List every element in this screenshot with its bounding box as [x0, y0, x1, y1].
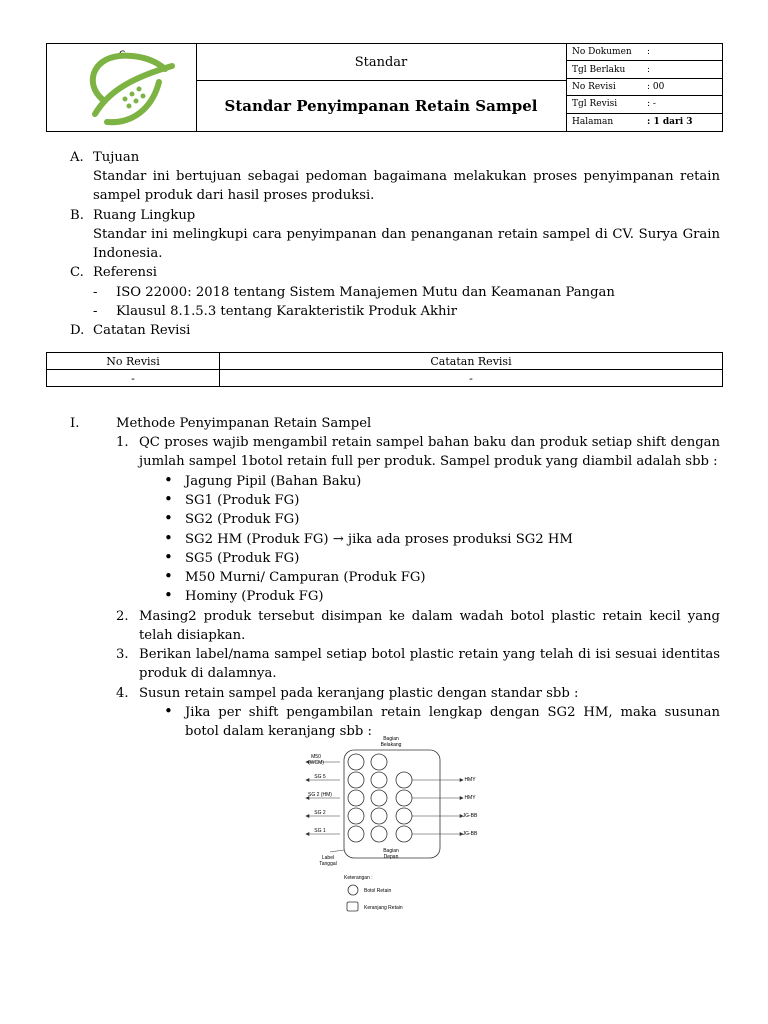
section-c-title: Referensi	[93, 265, 158, 280]
meta-key: No Revisi	[572, 81, 616, 92]
section-a-marker: A.	[70, 150, 84, 165]
bottle	[371, 772, 387, 788]
table-cell: -	[220, 370, 723, 387]
label-tanggal: Tanggal	[319, 861, 337, 867]
bottle	[396, 826, 412, 842]
section-a-title: Tujuan	[93, 150, 140, 165]
section-c-marker: C.	[70, 265, 84, 280]
list-item: • SG1 (Produk FG)	[162, 491, 720, 510]
label-tanggal: Label	[321, 855, 335, 861]
bottle	[396, 808, 412, 824]
list-item: • SG5 (Produk FG)	[162, 549, 720, 568]
table-header: Catatan Revisi	[220, 353, 723, 370]
list-item: • Hominy (Produk FG)	[162, 587, 720, 606]
bottle	[348, 754, 364, 770]
list-item: • SG2 (Produk FG)	[162, 510, 720, 529]
step-number: 4.	[116, 686, 129, 701]
document-category: Standar	[196, 44, 566, 81]
bottle-grid	[348, 754, 412, 842]
meta-key: Tgl Berlaku	[572, 64, 626, 75]
reference-item: ISO 22000: 2018 tentang Sistem Manajemen Mutu dan Keamanan Pangan	[116, 285, 615, 300]
bottle	[371, 826, 387, 842]
basket-arrangement-diagram	[300, 734, 500, 916]
legend-item: Keranjang Retain	[364, 905, 403, 911]
bottle	[371, 808, 387, 824]
meta-row	[567, 114, 723, 131]
step-number: 1.	[116, 435, 129, 450]
row-label-right: JG-BB	[462, 831, 478, 837]
meta-key: No Dokumen	[572, 47, 632, 58]
bottle	[348, 826, 364, 842]
meta-value: : 00	[647, 81, 665, 92]
meta-value: : 1 dari 3	[647, 117, 693, 128]
meta-value: :	[647, 47, 651, 58]
row-label-left: (WCM)	[308, 760, 324, 766]
bottle	[396, 772, 412, 788]
step-text: Susun retain sampel pada keranjang plastic dengan standar sbb :	[139, 686, 579, 701]
diagram-bottom-label: Depan	[383, 854, 399, 860]
step-text: QC proses wajib mengambil retain sampel bahan baku dan produk setiap shift dengan jumlah sampel 1botol retain full per produk. Sampel produk yang diambil adalah sbb :	[139, 435, 720, 470]
meta-row	[567, 96, 723, 113]
bottle	[371, 754, 387, 770]
row-label-left: M50	[311, 754, 321, 760]
list-item: • Jika per shift pengambilan retain lengkap dengan SG2 HM, maka susunan botol dalam keranjang sbb :	[162, 703, 720, 741]
meta-value: : -	[647, 99, 656, 110]
section-d-marker: D.	[70, 323, 85, 338]
step-number: 2.	[116, 609, 129, 624]
legend-item: Botol Retain	[364, 888, 392, 894]
company-logo	[47, 44, 196, 131]
logo-cell	[47, 44, 197, 131]
row-label-right: JG-BB	[462, 813, 478, 819]
meta-key: Tgl Revisi	[572, 99, 618, 110]
meta-value: :	[647, 64, 651, 75]
list-item: • Jagung Pipil (Bahan Baku)	[162, 472, 720, 491]
diagram-top-label: Bagian	[383, 736, 399, 742]
meta-key: Halaman	[572, 117, 614, 128]
bottle	[396, 790, 412, 806]
row-label-left: SG 2 (HM)	[308, 792, 332, 798]
meta-row	[567, 61, 723, 78]
document-header	[46, 43, 723, 132]
document-title: Standar Penyimpanan Retain Sampel	[224, 96, 538, 115]
method-marker: I.	[70, 416, 80, 431]
section-b-marker: B.	[70, 208, 84, 223]
table-header-row	[47, 353, 723, 370]
bottle	[348, 772, 364, 788]
reference-dash: -	[93, 304, 98, 319]
revision-table	[46, 352, 723, 387]
bottle	[348, 790, 364, 806]
row-label-right: HMY	[464, 777, 476, 783]
section-a-text: Standar ini bertujuan sebagai pedoman bagaimana melakukan proses penyimpanan retain sampel produk dari hasil proses produksi.	[93, 169, 720, 204]
reference-item: Klausul 8.1.5.3 tentang Karakteristik Produk Akhir	[116, 304, 458, 319]
diagram-bottom-label: Bagian	[383, 848, 399, 854]
bottle	[348, 808, 364, 824]
logo-letter: C	[119, 50, 126, 60]
row-label-right: HMY	[464, 795, 476, 801]
row-arrows	[306, 761, 463, 836]
method-title: Methode Penyimpanan Retain Sampel	[116, 416, 372, 431]
step-text: Masing2 produk tersebut disimpan ke dalam wadah botol plastic retain kecil yang telah disiapkan.	[139, 609, 720, 644]
table-cell: -	[47, 370, 220, 387]
sample-list	[162, 472, 720, 606]
section-b-title: Ruang Lingkup	[93, 208, 196, 223]
row-label-left: SG 5	[314, 774, 326, 780]
meta-row	[567, 44, 723, 61]
row-label-left: SG 1	[314, 828, 326, 834]
step-text: Berikan label/nama sampel setiap botol plastic retain yang telah di isi sesuai identitas produk di dalamnya.	[139, 647, 720, 682]
list-item: • M50 Murni/ Campuran (Produk FG)	[162, 568, 720, 587]
section-b-text: Standar ini melingkupi cara penyimpanan dan penanganan retain sampel di CV. Surya Grain Indonesia.	[93, 227, 720, 262]
diagram-top-label: Belakang	[380, 742, 402, 748]
legend-title: Keterangan :	[344, 875, 373, 881]
section-d-title: Catatan Revisi	[93, 323, 191, 338]
legend-basket-symbol	[347, 902, 358, 911]
step-number: 3.	[116, 647, 129, 662]
row-label-left: SG 2	[314, 810, 326, 816]
bottle	[371, 790, 387, 806]
list-item: • SG2 HM (Produk FG) → jika ada proses produksi SG2 HM	[162, 530, 720, 549]
table-row	[47, 370, 723, 387]
legend-bottle-symbol	[348, 885, 358, 895]
meta-row	[567, 79, 723, 96]
table-header: No Revisi	[47, 353, 220, 370]
reference-dash: -	[93, 285, 98, 300]
document-meta	[566, 44, 723, 131]
